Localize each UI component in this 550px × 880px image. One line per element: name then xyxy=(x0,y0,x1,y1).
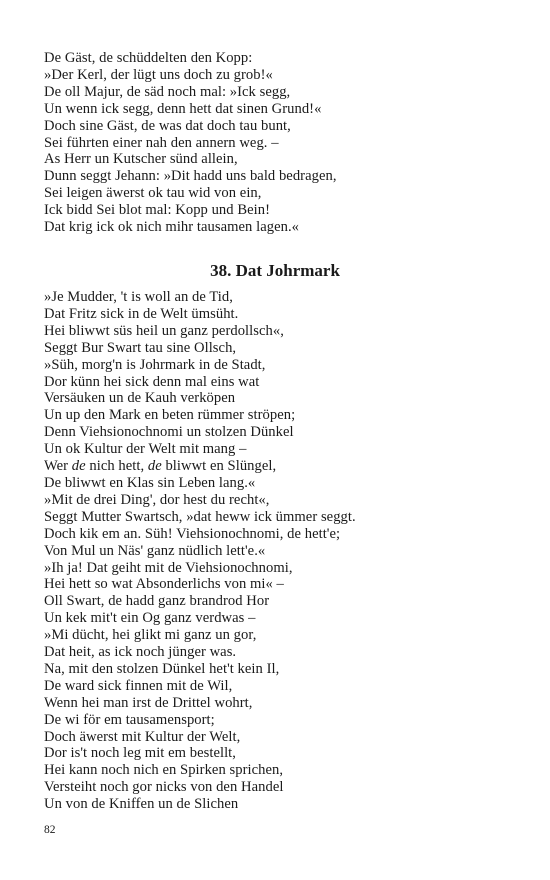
verse-line: Dat krig ick ok nich mihr tausamen lagen.« xyxy=(44,219,299,236)
verse-line: »Mit de drei Ding', dor hest du recht«, xyxy=(44,491,270,508)
verse-line: Dat heit, as ick noch jünger was. xyxy=(44,644,237,661)
verse-line: »Mi dücht, hei glikt mi ganz un gor, xyxy=(44,627,257,644)
verse-line: Seggt Mutter Swartsch, »dat heww ick ümmer seggt. xyxy=(44,508,356,525)
page-number: 82 xyxy=(44,824,56,836)
verse-line: Hei kann noch nich en Spirken sprichen, xyxy=(44,762,284,779)
verse-line: Un wenn ick segg, denn hett dat sinen Grund!« xyxy=(44,100,322,117)
verse-line: De bliwwt en Klas sin Leben lang.« xyxy=(44,474,256,491)
verse-line: Ick bidd Sei blot mal: Kopp und Bein! xyxy=(44,202,271,219)
verse-line: Doch äwerst mit Kultur der Welt, xyxy=(44,728,241,745)
verse-line: »Ih ja! Dat geiht mit de Viehsionochnomi, xyxy=(44,559,293,576)
verse-line: Seggt Bur Swart tau sine Ollsch, xyxy=(44,339,237,356)
verse-line: »Je Mudder, 't is woll an de Tid, xyxy=(44,289,233,305)
verse-line: As Herr un Kutscher sünd allein, xyxy=(44,151,238,168)
verse-line: Dor künn hei sick denn mal eins wat xyxy=(44,373,260,390)
emphasized-word: de xyxy=(147,458,162,475)
verse-line: »Süh, morg'n is Johrmark in de Stadt, xyxy=(44,356,266,373)
verse-line: De ward sick finnen mit de Wil, xyxy=(44,677,233,694)
verse-line: Sei leigen äwerst ok tau wid von ein, xyxy=(44,185,262,202)
poem-body xyxy=(44,289,514,813)
verse-line: Dor is't noch leg mit em bestellt, xyxy=(44,745,236,762)
verse-line: Oll Swart, de hadd ganz brandrod Hor xyxy=(44,593,270,610)
verse-line: Doch kik em an. Süh! Viehsionochnomi, de hett'e; xyxy=(44,525,341,542)
verse-line: Un kek mit't ein Og ganz verdwas – xyxy=(44,610,256,627)
verse-fragment: bliwwt en Slüngel, xyxy=(161,458,277,475)
verse-line: Von Mul un Näs' ganz nüdlich lett'e.« xyxy=(44,542,266,559)
verse-line: Versäuken un de Kauh verköpen xyxy=(44,390,236,407)
verse-line: Dat Fritz sick in de Welt ümsüht. xyxy=(44,305,239,322)
verse-line: De oll Majur, de säd noch mal: »Ick segg, xyxy=(44,83,291,100)
verse-line: Doch sine Gäst, de was dat doch tau bunt, xyxy=(44,117,291,134)
verse-line: Un up den Mark en beten rümmer ströpen; xyxy=(44,407,296,424)
verse-line: De Gäst, de schüddelten den Kopp: xyxy=(44,50,253,66)
verse-line: »Der Kerl, der lügt uns doch zu grob!« xyxy=(44,66,273,83)
verse-line: Hei bliwwt süs heil un ganz perdollsch«, xyxy=(44,322,284,339)
verse-line: Sei führten einer nah den annern weg. – xyxy=(44,134,279,151)
poem-title: 38. Dat Johrmark xyxy=(210,261,340,280)
verse-line: Versteiht noch gor nicks von den Handel xyxy=(44,779,284,796)
verse-line: Un von de Kniffen un de Slichen xyxy=(44,796,239,813)
verse-line: Hei hett so wat Absonderlichs von mi« – xyxy=(44,576,284,593)
emphasized-word: de xyxy=(71,458,86,475)
verse-line: Denn Viehsionochnomi un stolzen Dünkel xyxy=(44,424,294,441)
verse-line: De wi för em tausamensport; xyxy=(44,711,215,728)
verse-line: Wenn hei man irst de Drittel wohrt, xyxy=(44,694,253,711)
verse-line: Un ok Kultur der Welt mit mang – xyxy=(44,441,247,458)
previous-poem-ending xyxy=(44,50,514,236)
verse-line: Na, mit den stolzen Dünkel het't kein Il, xyxy=(44,660,280,677)
verse-fragment: nich hett, xyxy=(85,458,148,475)
verse-line: Dunn seggt Jehann: »Dit hadd uns bald bedragen, xyxy=(44,168,337,185)
verse-fragment: Wer xyxy=(44,458,72,475)
verse-line xyxy=(44,458,514,475)
